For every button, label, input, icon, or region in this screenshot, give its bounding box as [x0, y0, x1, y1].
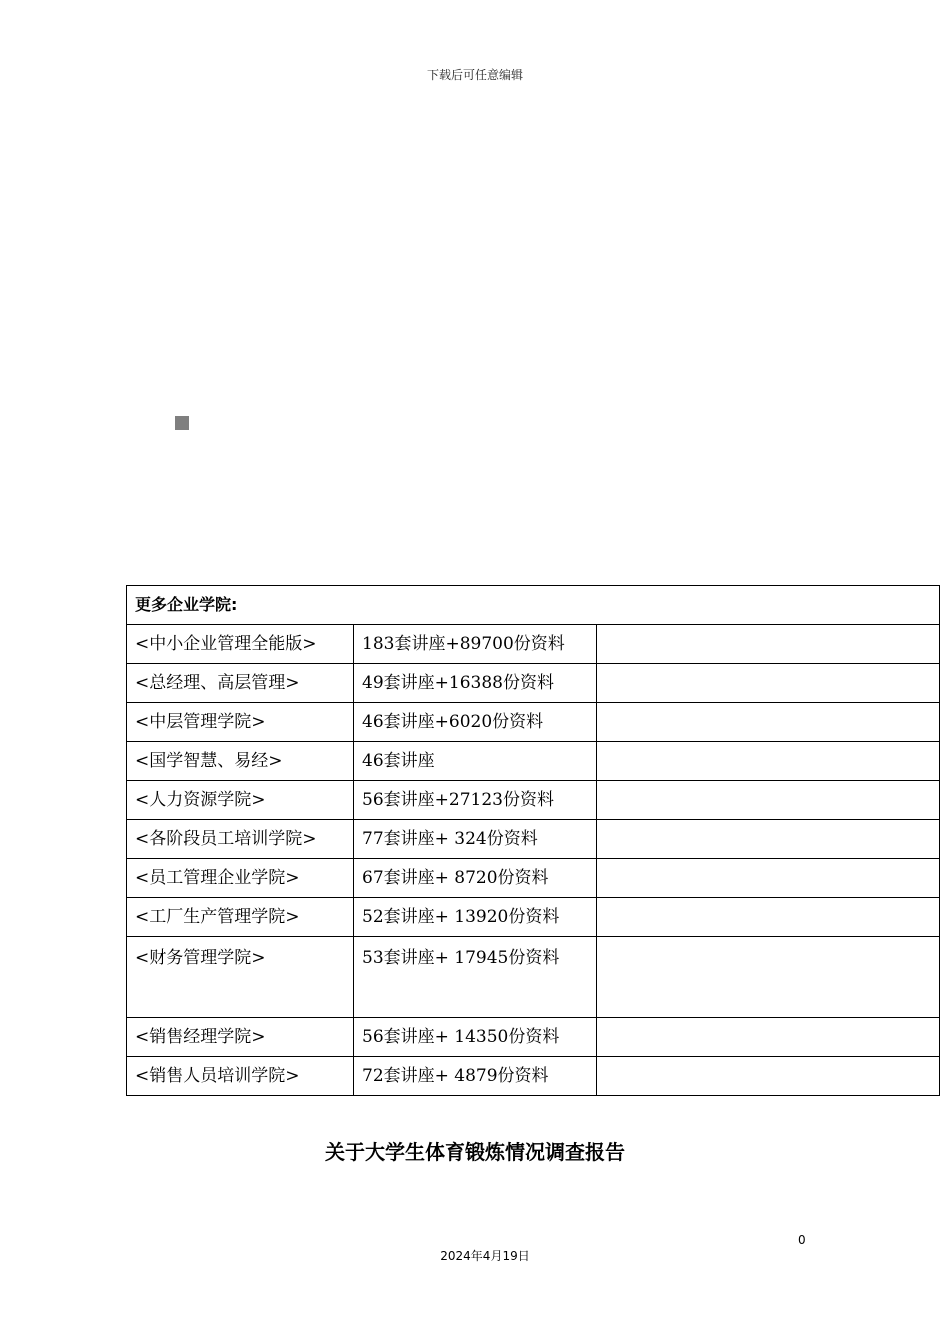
academy-content: 77套讲座+ 324份资料 [354, 820, 597, 859]
table-row [127, 625, 940, 664]
academy-name: <人力资源学院> [127, 781, 354, 820]
table-row [127, 1018, 940, 1057]
academy-name: <工厂生产管理学院> [127, 898, 354, 937]
table-row [127, 898, 940, 937]
academy-content: 56套讲座+ 14350份资料 [354, 1018, 597, 1057]
table-row [127, 820, 940, 859]
empty-cell [597, 820, 940, 859]
academy-content: 46套讲座 [354, 742, 597, 781]
empty-cell [597, 1018, 940, 1057]
academy-name: <中小企业管理全能版> [127, 625, 354, 664]
table-row [127, 1057, 940, 1096]
table-row [127, 742, 940, 781]
empty-cell [597, 898, 940, 937]
empty-cell [597, 625, 940, 664]
academy-name: <中层管理学院> [127, 703, 354, 742]
academy-content: 46套讲座+6020份资料 [354, 703, 597, 742]
table-row [127, 859, 940, 898]
empty-cell [597, 1057, 940, 1096]
academy-content: 67套讲座+ 8720份资料 [354, 859, 597, 898]
table-row [127, 781, 940, 820]
empty-cell [597, 781, 940, 820]
academy-content: 53套讲座+ 17945份资料 [354, 937, 597, 1018]
empty-cell [597, 664, 940, 703]
empty-cell [597, 937, 940, 1018]
table-row [127, 937, 940, 1018]
document-date: 2024年4月19日 [440, 1249, 530, 1263]
academy-content: 56套讲座+27123份资料 [354, 781, 597, 820]
page-number: 0 [798, 1233, 806, 1247]
academy-name: <各阶段员工培训学院> [127, 820, 354, 859]
table-row [127, 664, 940, 703]
empty-cell [597, 742, 940, 781]
table-heading-row [127, 586, 940, 625]
academy-name: <国学智慧、易经> [127, 742, 354, 781]
academy-content: 183套讲座+89700份资料 [354, 625, 597, 664]
academy-content: 72套讲座+ 4879份资料 [354, 1057, 597, 1096]
academy-name: <总经理、高层管理> [127, 664, 354, 703]
academy-name: <销售经理学院> [127, 1018, 354, 1057]
empty-cell [597, 703, 940, 742]
table-heading: 更多企业学院: [127, 586, 940, 625]
empty-cell [597, 859, 940, 898]
document-title: 关于大学生体育锻炼情况调查报告 [325, 1140, 625, 1164]
academy-table [126, 585, 940, 1096]
table-row [127, 703, 940, 742]
academy-content: 52套讲座+ 13920份资料 [354, 898, 597, 937]
academy-content: 49套讲座+16388份资料 [354, 664, 597, 703]
academy-name: <销售人员培训学院> [127, 1057, 354, 1096]
academy-name: <员工管理企业学院> [127, 859, 354, 898]
header-note: 下载后可任意编辑 [426, 68, 523, 82]
square-icon [175, 416, 189, 430]
academy-name: <财务管理学院> [127, 937, 354, 1018]
